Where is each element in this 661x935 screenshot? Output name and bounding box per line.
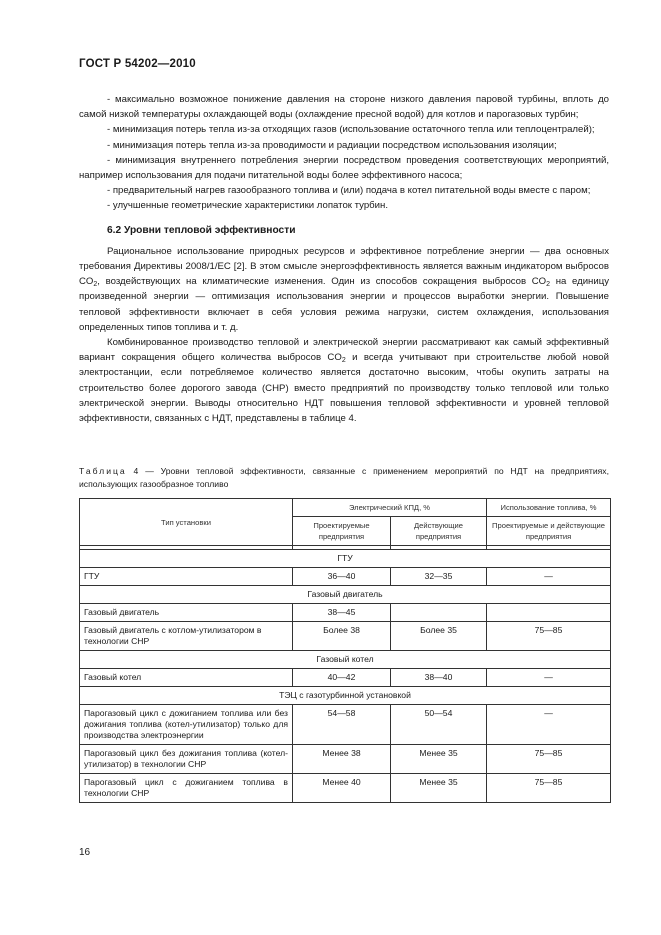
list-item: - минимизация потерь тепла из-за отходящих газов (использование остаточного тепла или теплоцентралей); xyxy=(107,124,595,136)
subheader-existing: Действующие предприятия xyxy=(391,517,487,546)
table-row xyxy=(80,669,611,687)
paragraph-2-part-a: Комбинированное производство тепловой и электрической энергии рассматривают как самый эффективный вариант сокращения общего количества выбросов CO xyxy=(79,337,609,364)
group-row xyxy=(80,687,611,705)
table-row xyxy=(80,568,611,586)
group-title: ТЭЦ с газотурбинной установкой xyxy=(80,687,611,705)
header-electric: Электрический КПД, % xyxy=(293,499,487,517)
cell-existing: Менее 35 xyxy=(391,774,487,803)
group-row xyxy=(80,550,611,568)
cell-type: ГТУ xyxy=(80,568,293,586)
cell-fuel: 75—85 xyxy=(487,745,611,774)
cell-existing: 32—35 xyxy=(391,568,487,586)
cell-existing: Менее 35 xyxy=(391,745,487,774)
subheader-designed: Проектируемые предприятия xyxy=(293,517,391,546)
list-item: - минимизация внутреннего потребления энергии посредством проведения соответствующих мероприятий, например использования для подачи питательной воды более эффективного насоса; xyxy=(79,154,609,182)
cell-designed: 36—40 xyxy=(293,568,391,586)
table-row xyxy=(80,604,611,622)
caption-label: Таблица xyxy=(79,466,127,476)
document-header: ГОСТ Р 54202—2010 xyxy=(79,58,196,70)
table-row xyxy=(80,622,611,651)
group-title: Газовый котел xyxy=(80,651,611,669)
cell-fuel: — xyxy=(487,705,611,745)
paragraph-2-part-b: и всегда учитывают при строительстве любой новой электростанции, если потребляемое количество является достаточно высоким, чтобы окупить затраты на строительство более дорогого завода (CHP) вместо предприятий по производству только тепловой или только электрической энергии. Выводы относительно НДТ повышения тепловой эффективности и уровней тепловой эффективности, связанных с НДТ, представлены в таблице 4. xyxy=(79,352,609,425)
cell-existing: 50—54 xyxy=(391,705,487,745)
paragraph-1-part-a: Рациональное использование природных ресурсов и эффективное потребление энергии — два основных требования Директивы 2008/1/ЕС [2]. В этом смысле энергоэффективность является важным индикатором выбросов CO xyxy=(79,245,609,288)
cell-fuel: 75—85 xyxy=(487,622,611,651)
cell-type: Газовый двигатель с котлом-утилизатором в технологии CHP xyxy=(80,622,293,651)
cell-designed: 40—42 xyxy=(293,669,391,687)
table-header-row xyxy=(80,499,611,517)
cell-designed: Менее 40 xyxy=(293,774,391,803)
group-title: ГТУ xyxy=(80,550,611,568)
paragraph-1-part-c: на единицу произведенной энергии — оптимизация использования энергии и процессов выработки энергии. Повышение тепловой эффективности включает в себя условия режима нагрузки, систем охлаждения, использования определенных типов топлива и т. д. xyxy=(79,276,610,333)
list-item: - предварительный нагрев газообразного топлива и (или) подача в котел питательной воды вместе с паром; xyxy=(107,185,591,197)
cell-designed: 38—45 xyxy=(293,604,391,622)
group-row xyxy=(80,586,611,604)
subscript: 2 xyxy=(93,281,98,289)
cell-type: Газовый котел xyxy=(80,669,293,687)
table-row xyxy=(80,745,611,774)
subscript: 2 xyxy=(341,357,346,365)
page-number: 16 xyxy=(79,847,91,858)
paragraph-1 xyxy=(79,244,609,335)
cell-designed: 54—58 xyxy=(293,705,391,745)
list-item: - минимизация потерь тепла из-за проводимости и радиации посредством использования изоляции; xyxy=(107,139,557,151)
cell-type: Газовый двигатель xyxy=(80,604,293,622)
cell-fuel: — xyxy=(487,568,611,586)
table-row xyxy=(80,774,611,803)
table-row xyxy=(80,705,611,745)
paragraph-2 xyxy=(79,335,609,426)
cell-existing: 38—40 xyxy=(391,669,487,687)
header-type: Тип установки xyxy=(80,499,293,546)
list-item: - максимально возможное понижение давления на стороне низкого давления паровой турбины, вплоть до самой низкой температуры охлаждающей воды (охлаждение пресной водой) для котлов и парогазовых турбин; xyxy=(79,94,609,121)
cell-fuel: — xyxy=(487,669,611,687)
cell-type: Парогазовый цикл с дожиганием топлива или без дожигания топлива (котел-утилизатор) только для производства электроэнергии xyxy=(80,705,293,745)
caption-text: 4 — Уровни тепловой эффективности, связанные с применением мероприятий по НДТ на предприятиях, использующих газообразное топливо xyxy=(79,466,609,489)
efficiency-table xyxy=(79,498,611,803)
cell-fuel: 75—85 xyxy=(487,774,611,803)
section-title: 6.2 Уровни тепловой эффективности xyxy=(107,224,296,236)
cell-existing: Более 35 xyxy=(391,622,487,651)
cell-type: Парогазовый цикл с дожиганием топлива в технологии CHP xyxy=(80,774,293,803)
group-row xyxy=(80,651,611,669)
subscript: 2 xyxy=(546,281,551,289)
paragraph-1-part-b: , воздействующих на климатические изменения. Один из способов сокращения выбросов CO xyxy=(97,276,547,288)
body-text xyxy=(79,92,609,426)
group-title: Газовый двигатель xyxy=(80,586,611,604)
cell-fuel xyxy=(487,604,611,622)
cell-designed: Более 38 xyxy=(293,622,391,651)
subheader-both: Проектируемые и действующие предприятия xyxy=(487,517,611,546)
cell-type: Парогазовый цикл без дожигания топлива (котел-утилизатор) в технологии CHP xyxy=(80,745,293,774)
table-caption xyxy=(79,465,609,491)
header-fuel: Использование топлива, % xyxy=(487,499,611,517)
list-item: - улучшенные геометрические характеристики лопаток турбин. xyxy=(107,200,388,212)
cell-designed: Менее 38 xyxy=(293,745,391,774)
cell-existing xyxy=(391,604,487,622)
